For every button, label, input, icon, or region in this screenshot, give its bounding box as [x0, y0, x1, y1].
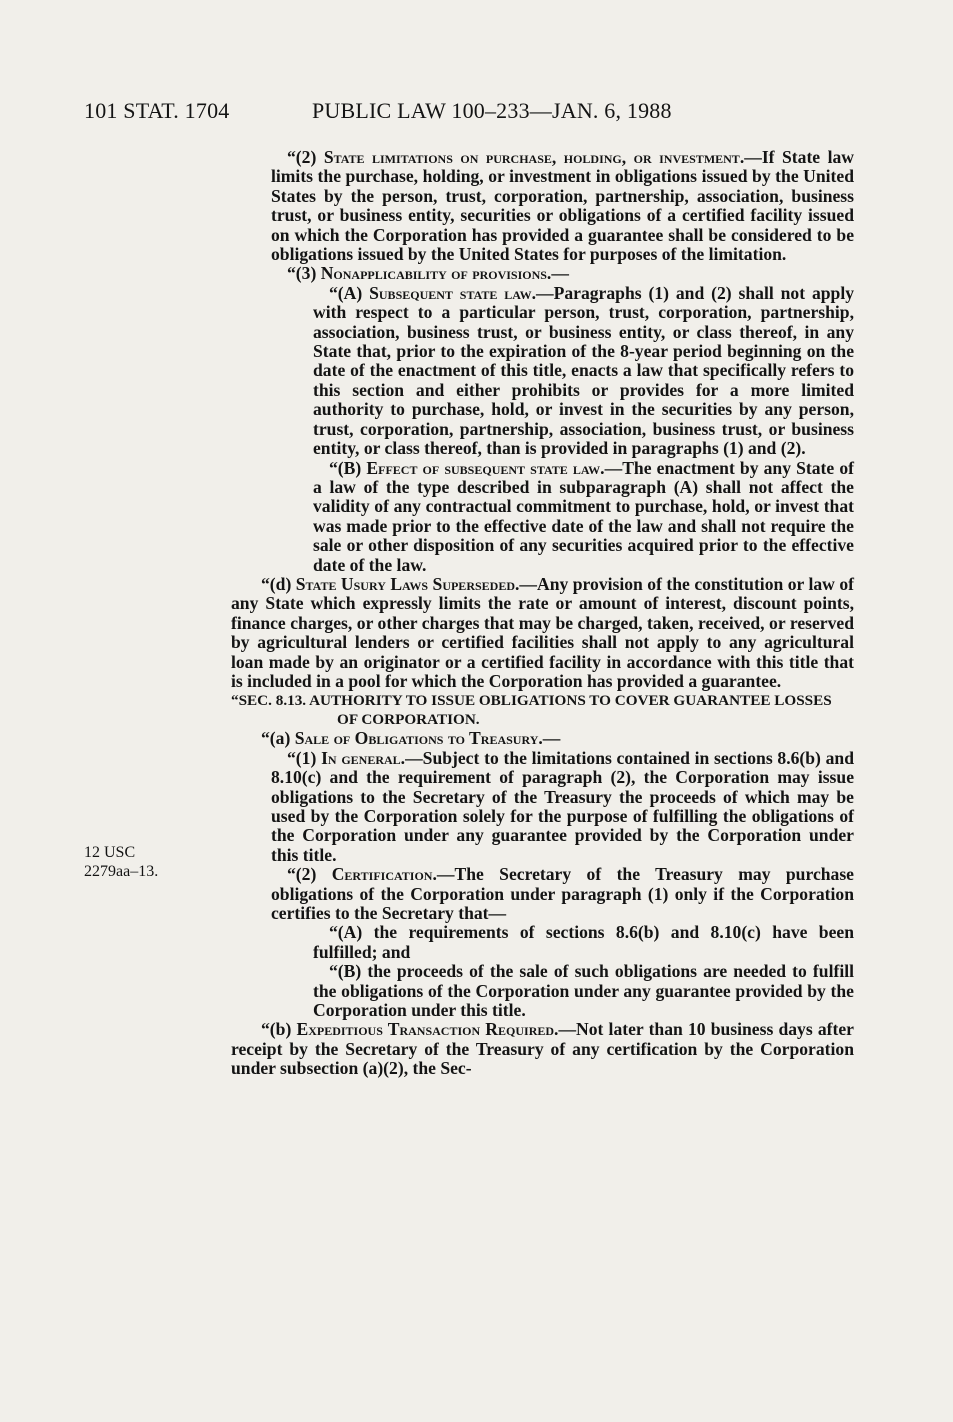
section-title: AUTHORITY TO ISSUE OBLIGATIONS TO COVER GUARANTEE LOSSES OF CORPORATION.	[309, 692, 832, 729]
document-body	[231, 148, 854, 1079]
paragraph-nonapplicability: “(3) Nonapplicability of provisions.—	[287, 263, 569, 284]
subsection-sale-of-obligations: “(a) Sale of Obligations to Treasury.—	[261, 728, 561, 749]
paragraph-heading: In general.	[321, 747, 406, 768]
public-law-title: PUBLIC LAW 100–233—JAN. 6, 1988	[312, 98, 672, 123]
stat-citation: 101 STAT. 1704	[84, 98, 230, 123]
paragraph-certification: “(2) Certification.—The Secretary of the Treasury may purchase obligations of the Corporation under paragraph (1) only if the Corporation certifies to the Secretary that—	[271, 864, 854, 924]
paragraph-heading: State Usury Laws Superseded.	[295, 573, 520, 594]
subsection-usury-laws: “(d) State Usury Laws Superseded.—Any provision of the constitution or law of any State which expressly limits the rate or amount of interest, discount points, finance charges, or other charges that may be charged, taken, received, or reserved by agricultural lenders or certified facilities shall not apply to any agricultural loan made by an originator or a certified facility in accordance with this title that is included in a pool for which the Corporation has provided a guarantee.	[231, 573, 854, 691]
paragraph-heading: Sale of Obligations to Treasury.	[294, 728, 543, 749]
paragraph-heading: Nonapplicability of provisions.	[320, 263, 552, 284]
section-number: “SEC. 8.13.	[231, 692, 307, 710]
usc-margin-note	[84, 843, 158, 881]
subparagraph-subsequent-state-law: “(A) Subsequent state law.—Paragraphs (1) and (2) shall not apply with respect to a particular person, trust, corporation, partnership, association, business trust, or business entity, or class thereof, in any State that, prior to the expiration of the 8-year period beginning on the date of the enactment of this title, enacts a law that specifically refers to this section and either prohibits or provides for a more limited authority to purchase, hold, or invest in the securities by any person, trust, corporation, partnership, association, business trust, or business entity, or class thereof, than is provided in paragraphs (1) and (2).	[313, 282, 854, 459]
paragraph-heading: Expeditious Transaction Required.	[296, 1019, 559, 1040]
usc-margin-line2: 2279aa–13.	[84, 863, 159, 880]
subparagraph-a-requirements: “(A) the requirements of sections 8.6(b) and 8.10(c) have been fulfilled; and	[313, 922, 854, 962]
paragraph-state-limitations: “(2) State limitations on purchase, holding, or investment.—If State law limits the purchase, holding, or investment in obligations issued by the United States by the person, trust, corporation, partnership, association, business trust, or business entity, securities or obligations of a certified facility issued on which the Corporation has provided a guarantee shall be considered to be obligations issued by the United States for purposes of the limitation.	[271, 147, 854, 265]
paragraph-heading: Certification.	[331, 864, 437, 885]
subparagraph-effect-of-state-law: “(B) Effect of subsequent state law.—The enactment by any State of a law of the type described in subparagraph (A) shall not affect the validity of any contractual commitment to purchase, hold, or invest that was made prior to the effective date of the law and shall not require the sale or other disposition of any securities acquired prior to the effective date of the law.	[313, 457, 854, 575]
subparagraph-b-proceeds: “(B) the proceeds of the sale of such obligations are needed to fulfill the obligations of the Corporation under any guarantee provided by the Corporation under this title.	[313, 961, 854, 1021]
paragraph-heading: State limitations on purchase, holding, or investment.	[323, 147, 745, 167]
usc-margin-line1: 12 USC	[84, 844, 136, 861]
subsection-expeditious-transaction: “(b) Expeditious Transaction Required.—Not later than 10 business days after receipt by the Secretary of the Treasury of any certification by the Corporation under subsection (a)(2), the Sec-	[231, 1019, 854, 1079]
paragraph-heading: Subsequent state law.	[369, 282, 537, 303]
paragraph-in-general: “(1) In general.—Subject to the limitations contained in sections 8.6(b) and 8.10(c) and the requirement of paragraph (2), the Corporation may issue obligations to the Secretary of the Treasury the proceeds of which may be used by the Corporation solely for the purpose of fulfilling the obligations of the Corporation under any guarantee provided by the Corporation under this title.	[271, 747, 855, 865]
section-heading	[231, 691, 854, 729]
page-header	[84, 98, 884, 128]
paragraph-heading: Effect of subsequent state law.	[366, 457, 605, 478]
